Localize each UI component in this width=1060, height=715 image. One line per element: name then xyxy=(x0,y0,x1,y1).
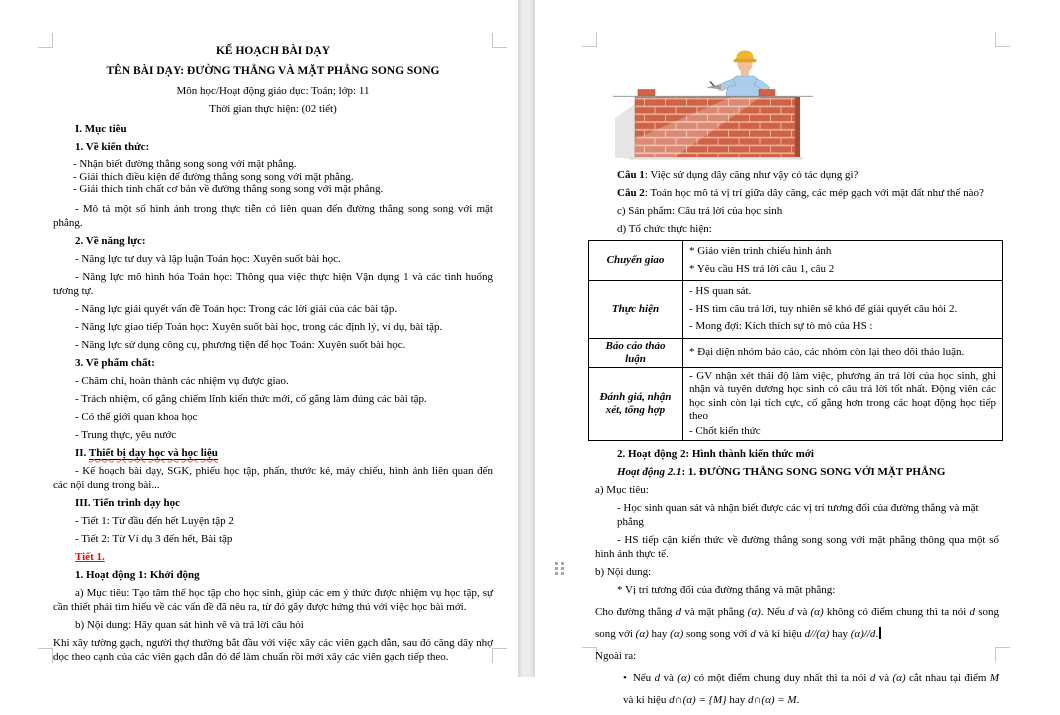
cell-line: * Giáo viên trình chiếu hình ảnh xyxy=(689,245,832,257)
knowledge-item: - Giải thích điều kiện để đường thẳng song song với mặt phẳng. xyxy=(73,170,354,183)
quality-item: - Trách nhiệm, cố gắng chiếm lĩnh kiến thức mới, cố gắng làm đúng các bài tập. xyxy=(75,392,427,405)
paragraph-drag-handle-icon[interactable] xyxy=(555,562,566,579)
section-1c-title: 3. Về phẩm chất: xyxy=(75,356,155,369)
competency-item: - Năng lực tư duy và lập luận Toán học: Xuyên suốt bài học. xyxy=(75,252,341,265)
text-boundary-mark xyxy=(38,648,53,663)
cell-line: - Chốt kiến thức xyxy=(689,424,761,437)
cell-line: - GV nhận xét thái độ làm việc, phương án trả lời của học sinh, ghi nhận và tuyên dương học sinh có câu trả lời tốt nhất. Động viên các học sinh còn lại tích cực, cố gắng hơn trong các hoạt động học tiếp theo xyxy=(689,369,996,422)
lesson-title: TÊN BÀI DẠY: ĐƯỜNG THẲNG VÀ MẶT PHẲNG SONG SONG xyxy=(106,65,440,77)
goal-item: - HS tiếp cận kiến thức về đường thẳng song song với mặt phẳng thông qua một số hình ảnh thực tế. xyxy=(595,534,999,560)
document-page-2[interactable] xyxy=(535,0,1060,706)
ngoai-ra-line: Ngoài ra: xyxy=(595,650,637,662)
doc-title: KẾ HOẠCH BÀI DẠY xyxy=(215,45,331,57)
section-1b-title: 2. Về năng lực: xyxy=(75,234,146,247)
cell-line: * Đại diện nhóm báo cáo, các nhóm còn lại theo dõi thảo luận. xyxy=(689,346,965,358)
knowledge-paragraph: - Mô tả một số hình ảnh trong thực tiễn có liên quan đến đường thẳng song song với mặt phẳng. xyxy=(53,202,493,229)
activity-1-description: Khi xây tường gạch, người thợ thường bắt đầu với việc xây các viên gạch dẫn, sau đó căng dây nhợ dọc theo cạnh của các viên gạch dẫn đó để làm chuẩn rồi mới xây các viên gạch tiếp theo. xyxy=(53,636,493,663)
brick-wall-illustration xyxy=(613,44,813,162)
competency-item: - Năng lực sử dụng công cụ, phương tiện để học Toán: Xuyên suốt bài học. xyxy=(75,338,406,351)
competency-item: - Năng lực giao tiếp Toán học: Xuyên suốt bài học, trong các định lý, ví dụ, bài tập. xyxy=(75,320,443,333)
cell-line: * Yêu cầu HS trả lời câu 1, câu 2 xyxy=(689,262,835,275)
activity-1-goal: a) Mục tiêu: Tạo tâm thế học tập cho học sinh, giúp các em ý thức được nhiệm vụ học tập, sự cần thiết phải tìm hiểu về các vấn đề đã nêu ra, từ đó gây được hứng thú với việc học bài mới. xyxy=(53,586,493,613)
definition-paragraph: Cho đường thẳng d và mặt phẳng (α). Nếu d và (α) không có điểm chung thì ta nói d song song với (α) hay (α) song song với d và kí hiệu d//(α) hay (α)//d. xyxy=(595,606,1000,640)
activity-1-title: 1. Hoạt động 1: Khởi động xyxy=(75,568,200,581)
bullet-icon: • xyxy=(623,672,627,684)
lesson-period-item: - Tiết 2: Từ Ví dụ 3 đến hết, Bài tập xyxy=(75,532,233,545)
section-2-underlined: Thiết bị dạy học và học liệu xyxy=(88,446,218,459)
table-row xyxy=(589,241,1003,281)
text-boundary-mark xyxy=(38,33,53,48)
row-label: Đánh giá, nhận xét, tổng hợp xyxy=(589,367,683,441)
section-1a-title: 1. Về kiến thức: xyxy=(75,141,150,153)
equipment-paragraph: - Kế hoạch bài dạy, SGK, phiếu học tập, phấn, thước kẻ, máy chiếu, hình ảnh liên quan đến các nội dung trong bài... xyxy=(53,464,493,491)
row-label: Chuyển giao xyxy=(589,241,683,281)
goal-line: a) Mục tiêu: xyxy=(595,484,649,496)
row-label: Thực hiện xyxy=(589,281,683,339)
table-row xyxy=(589,367,1003,441)
activity-2-title: 2. Hoạt động 2: Hình thành kiến thức mới xyxy=(617,448,814,460)
cell-line: - HS quan sát. xyxy=(689,285,752,297)
section-2-number: II. xyxy=(75,446,89,459)
page-1-content xyxy=(53,44,493,668)
question-1: Câu 1: Việc sử dụng dây căng như vậy có tác dụng gì? xyxy=(617,169,859,181)
organization-line: d) Tổ chức thực hiện: xyxy=(617,223,712,235)
content-line: b) Nội dung: xyxy=(595,566,652,578)
table-row xyxy=(589,338,1003,367)
page-2-content xyxy=(595,42,999,715)
organization-table[interactable] xyxy=(588,240,1003,441)
text-boundary-mark xyxy=(492,33,507,48)
page-gap xyxy=(518,0,535,677)
table-row xyxy=(589,281,1003,339)
quality-item: - Có thế giới quan khoa học xyxy=(75,410,198,423)
text-cursor xyxy=(879,627,881,639)
question-2: Câu 2: Toán học mô tả vị trí giữa dây căng, các mép gạch với mặt đất như thế nào? xyxy=(617,187,984,199)
quality-item: - Chăm chỉ, hoàn thành các nhiệm vụ được giao. xyxy=(75,374,289,387)
section-3-title: III. Tiến trình dạy học xyxy=(75,496,181,509)
cell-line: - HS tìm câu trả lời, tuy nhiên sẽ khó để giải quyết câu hỏi 2. xyxy=(689,302,958,315)
subject-line: Môn học/Hoạt động giáo dục: Toán; lớp: 11 xyxy=(176,85,370,97)
activity-2-1-heading: Hoạt động 2.1: 1. ĐƯỜNG THẲNG SONG SONG VỚI MẶT PHẲNG xyxy=(617,466,946,478)
bullet-definition: • Nếu d và (α) có một điểm chung duy nhất thì ta nói d và (α) cắt nhau tại điểm M và kí hiệu d∩(α) = {M} hay d∩(α) = M. xyxy=(623,672,999,706)
row-label: Báo cáo thảo luận xyxy=(589,338,683,367)
document-page-1[interactable] xyxy=(0,0,518,677)
section-2-title xyxy=(53,446,493,460)
section-1-title: I. Mục tiêu xyxy=(75,123,127,135)
goal-item: - Học sinh quan sát và nhận biết được các vị trí tương đối của đường thẳng và mặt phẳng xyxy=(617,502,979,528)
lesson-period-item: - Tiết 1: Từ đầu đến hết Luyện tập 2 xyxy=(75,514,234,527)
competency-item: - Năng lực giải quyết vấn đề Toán học: Trong các lời giải của các bài tập. xyxy=(75,302,398,315)
activity-1-content: b) Nội dung: Hãy quan sát hình vẽ và trả lời câu hỏi xyxy=(75,618,304,631)
knowledge-item: - Giải thích tính chất cơ bản về đường thẳng song song với mặt phẳng. xyxy=(73,183,384,195)
text-boundary-mark xyxy=(492,648,507,663)
tiet-1-heading: Tiết 1. xyxy=(75,550,105,563)
quality-item: - Trung thực, yêu nước xyxy=(75,428,177,441)
product-line: c) Sản phẩm: Câu trả lời của học sinh xyxy=(617,205,783,217)
duration-line: Thời gian thực hiện: (02 tiết) xyxy=(209,103,337,115)
position-line: * Vị trí tương đối của đường thẳng và mặt phẳng: xyxy=(617,584,836,596)
cell-line: - Mong đợi: Kích thích sự tò mò của HS : xyxy=(689,320,873,332)
brick-wall xyxy=(629,90,803,160)
competency-item: - Năng lực mô hình hóa Toán học: Thông qua việc thực hiện Vận dụng 1 và các tình huống tương tự. xyxy=(53,270,493,297)
knowledge-item: - Nhận biết đường thẳng song song với mặt phẳng. xyxy=(73,158,297,170)
